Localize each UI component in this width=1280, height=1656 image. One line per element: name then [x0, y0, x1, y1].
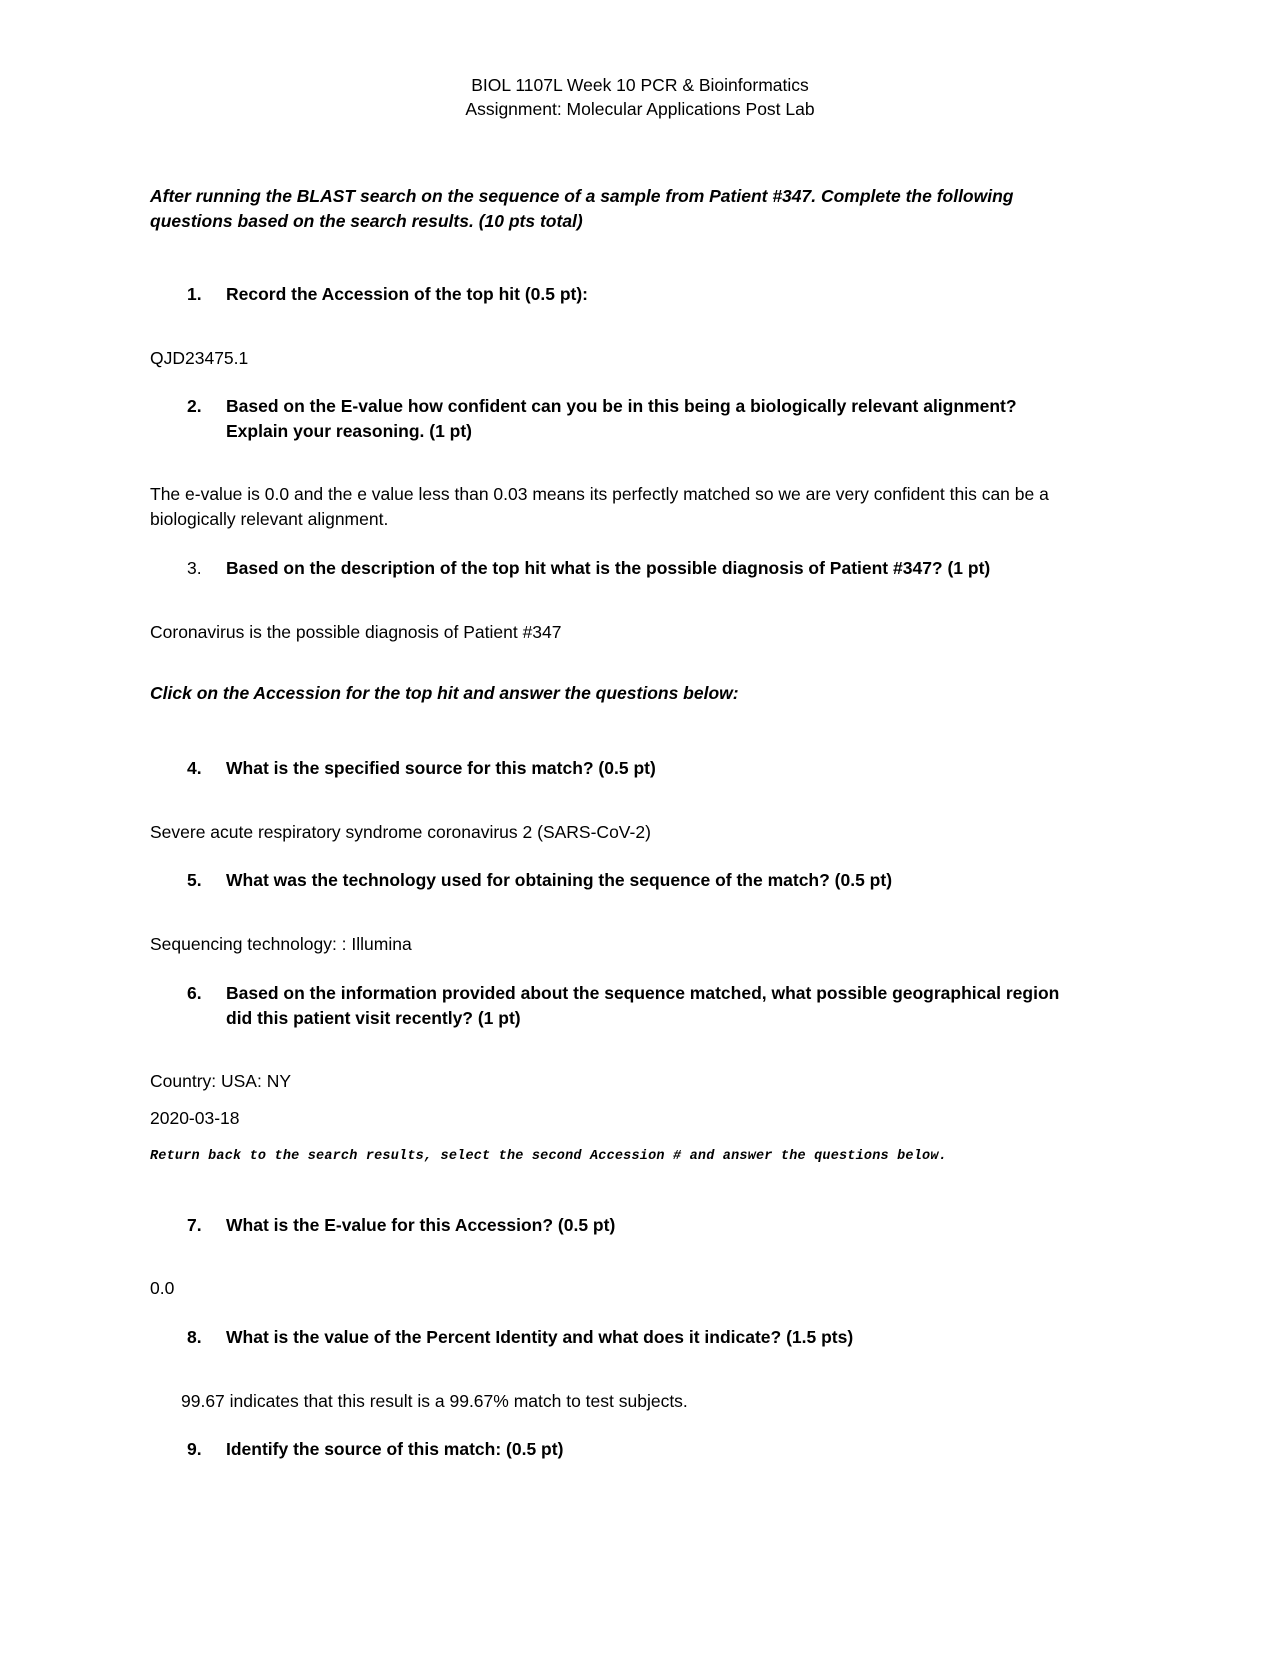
question-number: 9.: [187, 1439, 202, 1459]
question-6-line-2: did this patient visit recently? (1 pt): [226, 1008, 521, 1028]
question-text: What is the specified source for this match? (0.5 pt): [226, 758, 656, 778]
question-text: Identify the source of this match: (0.5 pt): [226, 1439, 564, 1459]
question-text: What is the E-value for this Accession? (0.5 pt): [226, 1215, 616, 1235]
section-instruction-second-accession: Return back to the search results, select the second Accession # and answer the questions below.: [150, 1149, 947, 1164]
answer-7: 0.0: [150, 1278, 175, 1298]
question-text: What is the value of the Percent Identity and what does it indicate? (1.5 pts): [226, 1327, 854, 1347]
assignment-title: Assignment: Molecular Applications Post Lab: [465, 99, 815, 119]
question-number: 3.: [187, 558, 202, 578]
question-number: 1.: [187, 284, 202, 304]
question-text: Record the Accession of the top hit (0.5 pt):: [226, 284, 589, 304]
course-title: BIOL 1107L Week 10 PCR & Bioinformatics: [471, 75, 809, 95]
answer-2-line-1: The e-value is 0.0 and the e value less than 0.03 means its perfectly matched so we are very confident this can be a: [150, 484, 1049, 504]
answer-6-date: 2020-03-18: [150, 1108, 240, 1128]
intro-line-1: After running the BLAST search on the sequence of a sample from Patient #347. Complete the following: [150, 186, 1014, 206]
answer-6-country: Country: USA: NY: [150, 1071, 292, 1091]
intro-line-2: questions based on the search results. (10 pts total): [150, 211, 583, 231]
answer-3: Coronavirus is the possible diagnosis of Patient #347: [150, 622, 562, 642]
question-text: Based on the description of the top hit what is the possible diagnosis of Patient #347? (1 pt): [226, 558, 991, 578]
question-number: 4.: [187, 758, 202, 778]
question-number: 5.: [187, 870, 202, 890]
answer-4: Severe acute respiratory syndrome coronavirus 2 (SARS-CoV-2): [150, 822, 651, 842]
answer-5: Sequencing technology: : Illumina: [150, 934, 412, 954]
section-instruction-accession: Click on the Accession for the top hit and answer the questions below:: [150, 683, 739, 703]
question-text: What was the technology used for obtaining the sequence of the match? (0.5 pt): [226, 870, 893, 890]
question-number: 7.: [187, 1215, 202, 1235]
answer-1: QJD23475.1: [150, 348, 249, 368]
question-number: 2.: [187, 396, 202, 416]
question-2-line-2: Explain your reasoning. (1 pt): [226, 421, 473, 441]
question-number: 8.: [187, 1327, 202, 1347]
answer-8: 99.67 indicates that this result is a 99.67% match to test subjects.: [181, 1391, 688, 1411]
question-number: 6.: [187, 983, 202, 1003]
question-text: Based on the E-value how confident can you be in this being a biologically relevant alignment?: [226, 396, 1017, 416]
answer-2-line-2: biologically relevant alignment.: [150, 509, 389, 529]
question-text: Based on the information provided about the sequence matched, what possible geographical region: [226, 983, 1060, 1003]
